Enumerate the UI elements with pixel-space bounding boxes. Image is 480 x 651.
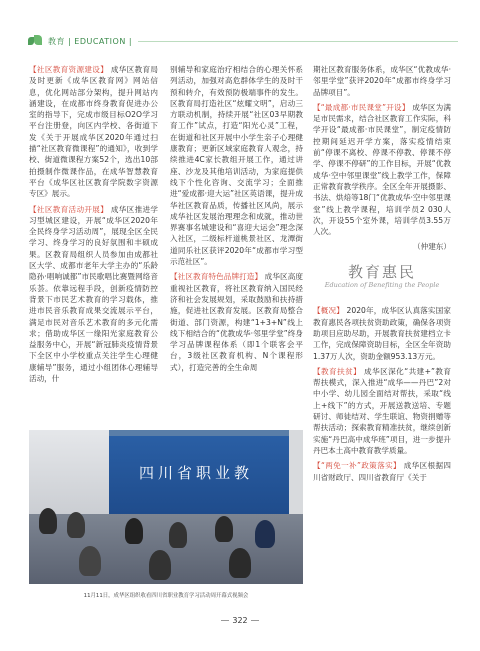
photo-caption: 11月11日，成华区组织收看四川省职业教育学习活动周开幕式视频会 bbox=[83, 593, 249, 599]
section-heading-chinese: 教育惠民 bbox=[347, 262, 416, 281]
paragraph: 【社区教育特色品牌打造】 成华区高度重视社区教育，将社区教育纳入国民经济和社会发展规划，采取鼓励和扶持措施，促进社区教育发展。区教育局整合街道、部门资源，构建“1+3+N”线上线下相结合的“优教成华·邻里学堂”终身学习品牌课程体系（即1个联客会平台，3级社区教育机构、N个课程形式），打造完善的全生命周 bbox=[170, 272, 303, 372]
paragraph: 【社区教育活动开展】 成华区推进学习型城区建设，开展“成华区2020年全民终身学习活动周”，展现全区全民学习、终身学习的良好氛围和丰硕成果。区教育局组织人员参加由成都社区大学、成都市老年大学主办的“乐龄隐孙·唱响诚都”市民歌唱比赛暨网络音乐荟。依靠远程手段，创新疫情防控背景下市民艺术教育的学习载体，推进市民音乐教育成果交流展示平台，满足市民对音乐艺术教育的多元化需求；借助成华区一缘阳光家庭教育公益服务中心，开展“新冠肺炎疫情背景下全区中小学校重点关注学生心理健康辅导”服务，通过小组团体心理辅导活动，什 bbox=[29, 204, 159, 384]
section-tag: 【社区教育活动开展】 bbox=[29, 204, 109, 214]
photo-person bbox=[229, 548, 251, 578]
photo-person bbox=[255, 520, 275, 548]
paragraph: 别辅导和家庭治疗相结合的心理关怀系列活动，加强对高危群体学生的及时干预和转介，有效预防极端事件的发生。区教育局打造社区“炫耀文明”，启动三方联动机制，持续开展“社区03早期教育工作”试点，打造“阳光心灵”工程，在街道和社区开展中小学生亲子心理健康教育；更新区域家庭教育人观念，持续推进4C家长教组开展工作，通过讲座、沙龙及其他培训活动，为家庭提供线下个性化咨询、交流学习；全面推进“爱成都·迎大运”社区英语课，提升成华社区教育品质，传播社区风尚，展示成华社区发展治理理念和成就，推动世界赛事名城建设和“喜迎大运会”理念深入社区，二级标杆道桃景社区、龙潭街道同乐社区获评2020年“成都市学习型示范社区”。 bbox=[170, 65, 303, 267]
photo-person bbox=[125, 518, 143, 544]
column-1 bbox=[29, 64, 158, 388]
photo-person bbox=[79, 546, 101, 576]
section-heading-english: Education of Benefiting the People bbox=[324, 281, 440, 290]
meeting-photo bbox=[29, 430, 303, 584]
photo-person bbox=[39, 508, 57, 534]
photo-screen-text: 四川省职业教 bbox=[139, 464, 254, 482]
photo-person bbox=[215, 516, 233, 542]
section-title: 教育 | EDUCATION | bbox=[48, 36, 133, 46]
section-heading bbox=[313, 262, 451, 292]
column-3 bbox=[313, 64, 451, 487]
leaf-logo-icon bbox=[28, 35, 44, 47]
header-divider bbox=[138, 41, 458, 42]
paragraph: 【“最成都·市民课堂”开设】 成华区为满足市民需求，结合社区教育工作实际，科学开设“最成都·市民课堂”，制定疫情防控期间延迟开学方案，落实疫情结束前“停课不离校、停课不停教、停课不停学、停课不停研”的工作目标，开展“优教成华·空中邻里课堂”线上教学工作，保障正常教育教学秩序。全区全年开展摄影、书法、烘焙等18门“优教成华·空中邻里课堂”线上教学课程，培训学员2 030人次，开设55个室外课，培训学员3.55万人次。 bbox=[313, 102, 452, 237]
paragraph: 【“两免一补”政策落实】 成华区根据四川省财政厅、四川省教育厅《关于 bbox=[313, 461, 451, 482]
section-tag: 【教育扶贫】 bbox=[313, 366, 362, 376]
paragraph: 【教育扶贫】 成华区深化“共建+”教育帮扶模式，深入推进“成华——丹巴”2对中小学、幼儿园全面结对帮扶，采取“线上+线下”的方式，开展送教送培、专题研讨、师徒结对、学生联谊、物资捐赠等帮扶活动；探索教育精准扶贫，继续创新实施“丹巴高中成华班”项目，进一步提升丹巴本土高中教育教学质量。 bbox=[313, 366, 451, 455]
paragraph: 期社区教育服务体系，成华区“优教成华·邻里学堂”获评2020年“成都市终身学习品牌项目”。 bbox=[313, 65, 451, 97]
paragraph: 【社区教育资源建设】 成华区教育局及时更新《成华区教育网》网站信息，优化网站部分架构，提升网站内涵建设，在成都市终身教育促进办公室的指导下，完成市级目标O2O学习平台注册登，向区内学校、各街道下发《关于开展成华区2020年通过扫描“社区教育微课程”的通知》，收到学校、街道微课程方案52个，选出10部拍摄制作微课作品，在成华智慧教育平台《成华区社区教育学院数字资源专区》展示。 bbox=[29, 65, 159, 199]
author-credit: （仲建东） bbox=[413, 242, 451, 252]
photo-person bbox=[149, 550, 171, 580]
photo-screen bbox=[109, 436, 289, 514]
page-number: 322 bbox=[210, 616, 270, 625]
section-tag: 【社区教育特色品牌打造】 bbox=[170, 272, 263, 282]
section-tag: 【社区教育资源建设】 bbox=[29, 65, 109, 74]
column-2 bbox=[170, 64, 303, 377]
photo-person bbox=[67, 512, 85, 538]
photo-person bbox=[169, 522, 187, 548]
section-tag: 【“两免一补”政策落实】 bbox=[313, 461, 401, 471]
photo-wall bbox=[289, 430, 303, 520]
section-tag: 【“最成都·市民课堂”开设】 bbox=[313, 102, 410, 112]
page-header bbox=[28, 34, 458, 48]
paragraph: 【概况】 2020年，成华区认真落实国家教育惠民各项扶贫资助政策，确保各项资助项目应助尽助，开展教育扶贫建档立卡工作，完成保障资助目标，全区全年资助1.37万人次，资助金额953.13万元。 bbox=[313, 306, 451, 361]
photo-wall bbox=[29, 430, 109, 520]
section-tag: 【概况】 bbox=[313, 306, 344, 316]
